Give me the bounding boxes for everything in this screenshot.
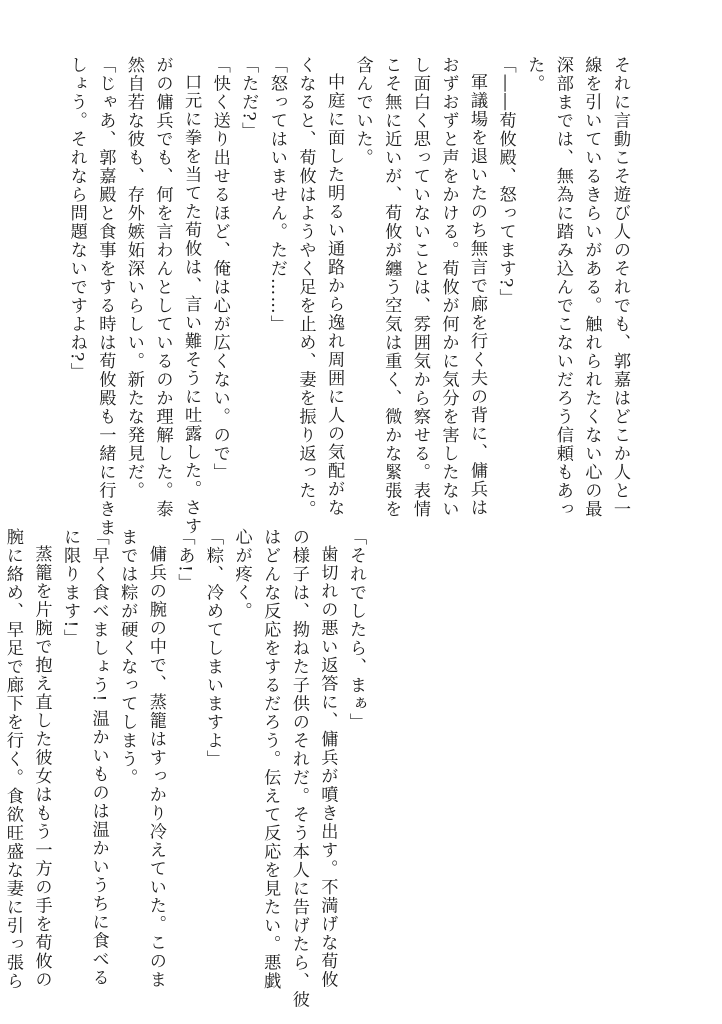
text-line: がの傭兵でも、何を言わんとしているのか理解した。泰 bbox=[152, 56, 173, 519]
text-line: の様子は、拗ねた子供のそれだ。そう本人に告げたら、彼 bbox=[288, 528, 309, 1009]
text-line: 軍議場を退いたのち無言で廊を行く夫の背に、傭兵は bbox=[467, 73, 488, 518]
text-line: 然自若な彼も、存外嫉妬深いらしい。新たな発見だ。 bbox=[123, 56, 144, 500]
text-line: 「ただ?」 bbox=[238, 56, 259, 141]
text-line: 中庭に面した明るい通路から逸れ周囲に人の気配がな bbox=[324, 73, 345, 518]
text-line: 「じゃあ、郭嘉殿と食事をする時は荀攸殿も一緒に行きま bbox=[95, 56, 116, 537]
text-line: 口元に拳を当てた荀攸は、言い難そうに吐露した。さす bbox=[181, 73, 202, 536]
text-line: くなると、荀攸はようやく足を止め、妻を振り返った。 bbox=[295, 56, 316, 519]
text-line: 心が疼く。 bbox=[231, 528, 252, 621]
text-line: はどんな反応をするだろう。伝えて反応を見たい。悪戯 bbox=[260, 528, 281, 991]
text-line: 歯切れの悪い返答に、傭兵が噴き出す。不満げな荀攸 bbox=[317, 545, 338, 990]
text-line: こそ無に近いが、荀攸が纏う空気は重く、微かな緊張を bbox=[381, 56, 402, 519]
text-line: 「それでしたら、まぁ」 bbox=[346, 528, 366, 732]
text-line: おずおずと声をかける。荀攸が何かに気分を害したない bbox=[438, 56, 459, 519]
text-line: に限ります!」 bbox=[60, 528, 81, 648]
text-line: それに言動こそ遊び人のそれでも、郭嘉はどこか人と一 bbox=[610, 56, 630, 519]
upper-text-block bbox=[62, 56, 634, 537]
text-line: 含んでいた。 bbox=[352, 56, 373, 167]
text-line: 「快く送り出せるほど、俺は心が広くない。ので」 bbox=[209, 56, 230, 482]
text-line: 深部までは、無為に踏み込んでこないだろう信頼もあっ bbox=[552, 56, 573, 519]
text-line: 「粽、冷めてしまいますよ」 bbox=[203, 528, 224, 769]
text-line: 線を引いているきらいがある。触れられたくない心の最 bbox=[581, 56, 602, 519]
text-line: し面白く思っていないことは、雰囲気から察せる。表情 bbox=[409, 56, 430, 519]
text-line: 蒸籠を片腕で抱え直した彼女はもう一方の手を荀攸の bbox=[31, 545, 52, 990]
text-line: た。 bbox=[524, 56, 545, 93]
text-line: 「怒ってはいません。ただ……」 bbox=[266, 56, 287, 334]
text-line: しょう。それなら問題ないですよね?」 bbox=[66, 56, 87, 382]
text-line: 「早く食べましょう! 温かいものは温かいうちに食べる bbox=[88, 528, 109, 987]
lower-text-block bbox=[0, 528, 370, 1009]
text-line: 腕に絡め、早足で廊下を行く。食欲旺盛な妻に引っ張ら bbox=[2, 528, 23, 991]
text-line: 傭兵の腕の中で、蒸籠はすっかり冷えていた。このま bbox=[145, 545, 166, 990]
text-line: までは粽が硬くなってしまう。 bbox=[117, 528, 138, 787]
text-line: 「あ!」 bbox=[174, 528, 195, 592]
text-line: 「――荀攸殿、怒ってます?」 bbox=[495, 56, 516, 307]
